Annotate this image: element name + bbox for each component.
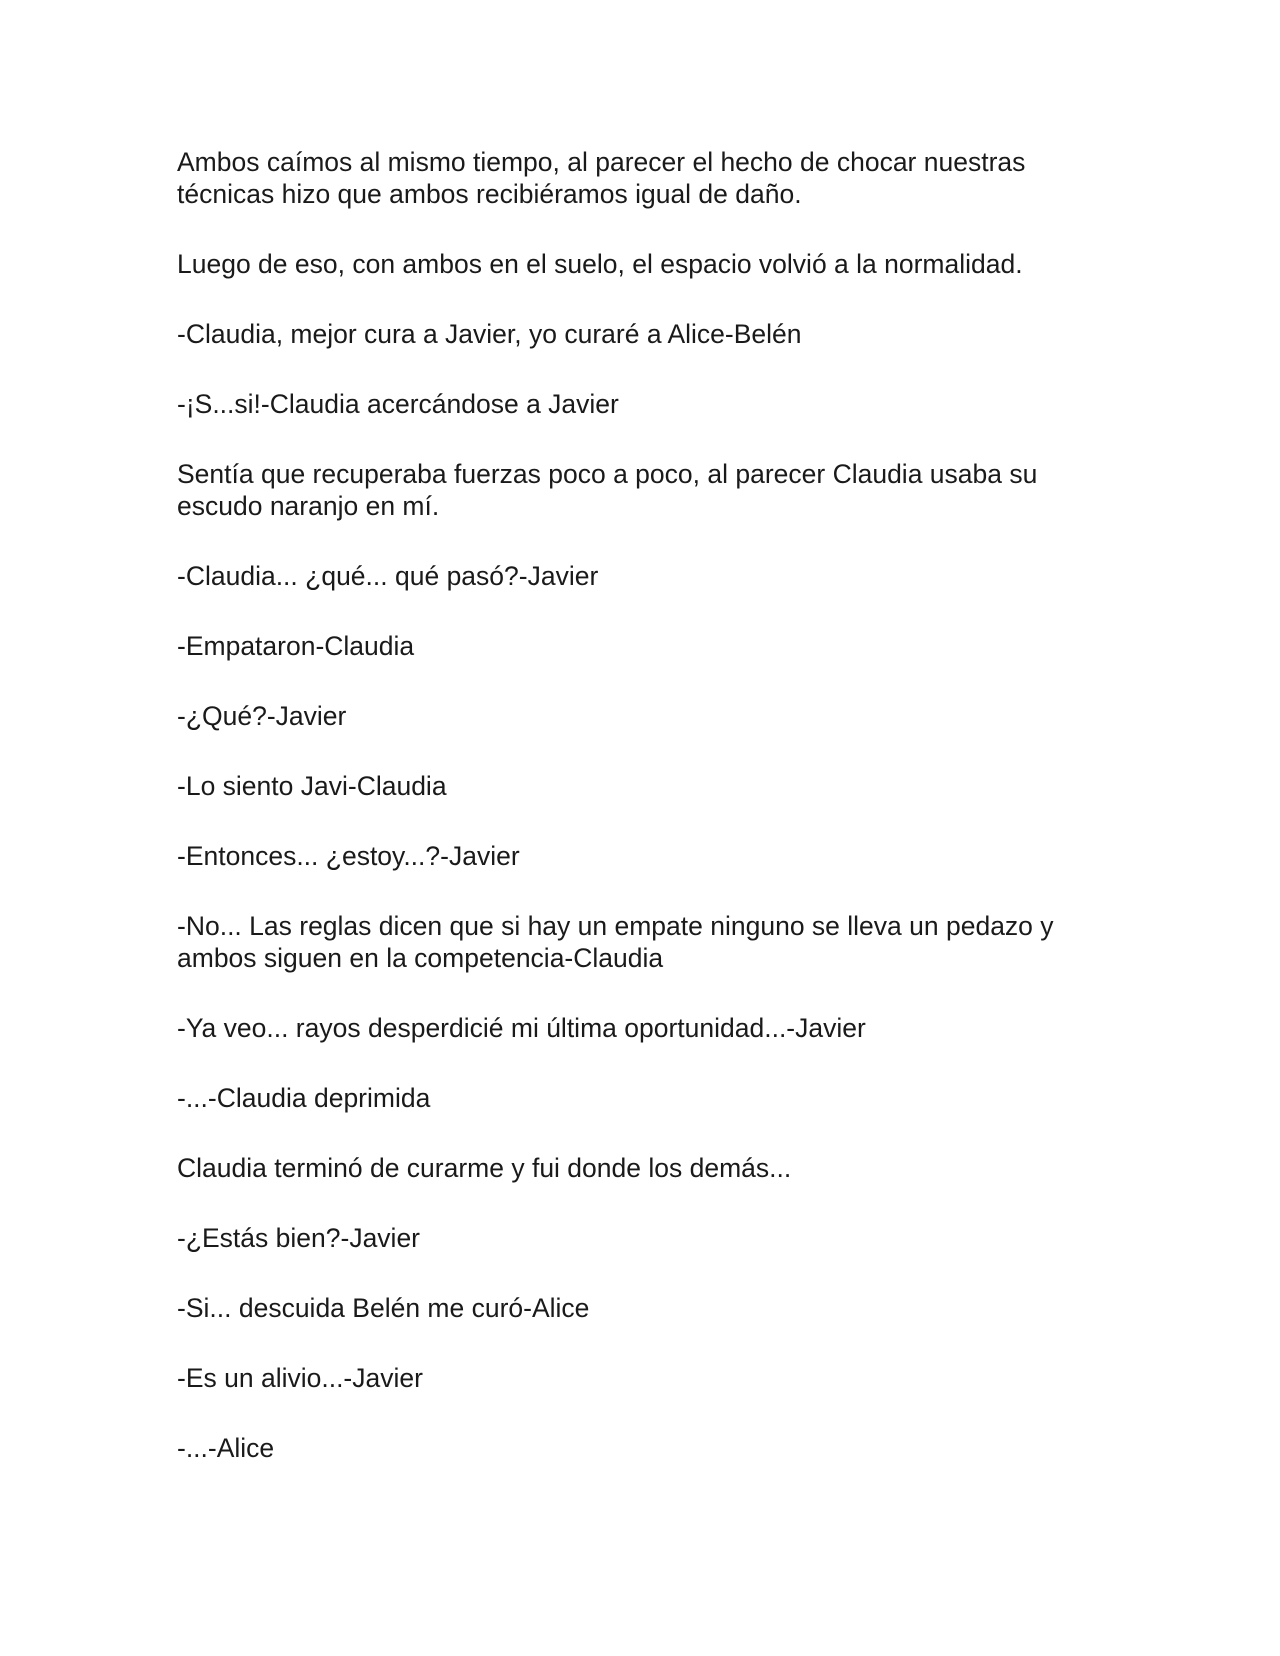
dialogue-line: -Ya veo... rayos desperdicié mi última oportunidad...-Javier bbox=[177, 1013, 866, 1043]
dialogue-line: -¡S...si!-Claudia acercándose a Javier bbox=[177, 389, 619, 419]
paragraph: Ambos caímos al mismo tiempo, al parecer el hecho de chocar nuestras técnicas hizo que ambos recibiéramos igual de daño. bbox=[177, 147, 1026, 209]
dialogue-line: -Claudia, mejor cura a Javier, yo curaré a Alice-Belén bbox=[177, 319, 802, 349]
dialogue-line: -¿Estás bien?-Javier bbox=[177, 1223, 421, 1253]
dialogue-line: -¿Qué?-Javier bbox=[177, 701, 347, 731]
dialogue-line: -Claudia... ¿qué... qué pasó?-Javier bbox=[177, 561, 599, 591]
dialogue-line: -...-Claudia deprimida bbox=[177, 1083, 431, 1113]
dialogue-line: -Es un alivio...-Javier bbox=[177, 1363, 423, 1393]
dialogue-line: -Lo siento Javi-Claudia bbox=[177, 771, 447, 801]
dialogue-line: -Entonces... ¿estoy...?-Javier bbox=[177, 841, 520, 871]
dialogue-line: -No... Las reglas dicen que si hay un empate ninguno se lleva un pedazo y ambos siguen en la competencia-Claudia bbox=[177, 911, 1054, 973]
paragraph: Luego de eso, con ambos en el suelo, el espacio volvió a la normalidad. bbox=[177, 249, 1023, 279]
document-body bbox=[177, 146, 1117, 1502]
paragraph: Sentía que recuperaba fuerzas poco a poco, al parecer Claudia usaba su escudo naranjo en mí. bbox=[177, 459, 1038, 521]
paragraph: Claudia terminó de curarme y fui donde los demás... bbox=[177, 1153, 792, 1183]
dialogue-line: -Empataron-Claudia bbox=[177, 631, 415, 661]
dialogue-line: -...-Alice bbox=[177, 1433, 275, 1463]
dialogue-line: -Si... descuida Belén me curó-Alice bbox=[177, 1293, 590, 1323]
